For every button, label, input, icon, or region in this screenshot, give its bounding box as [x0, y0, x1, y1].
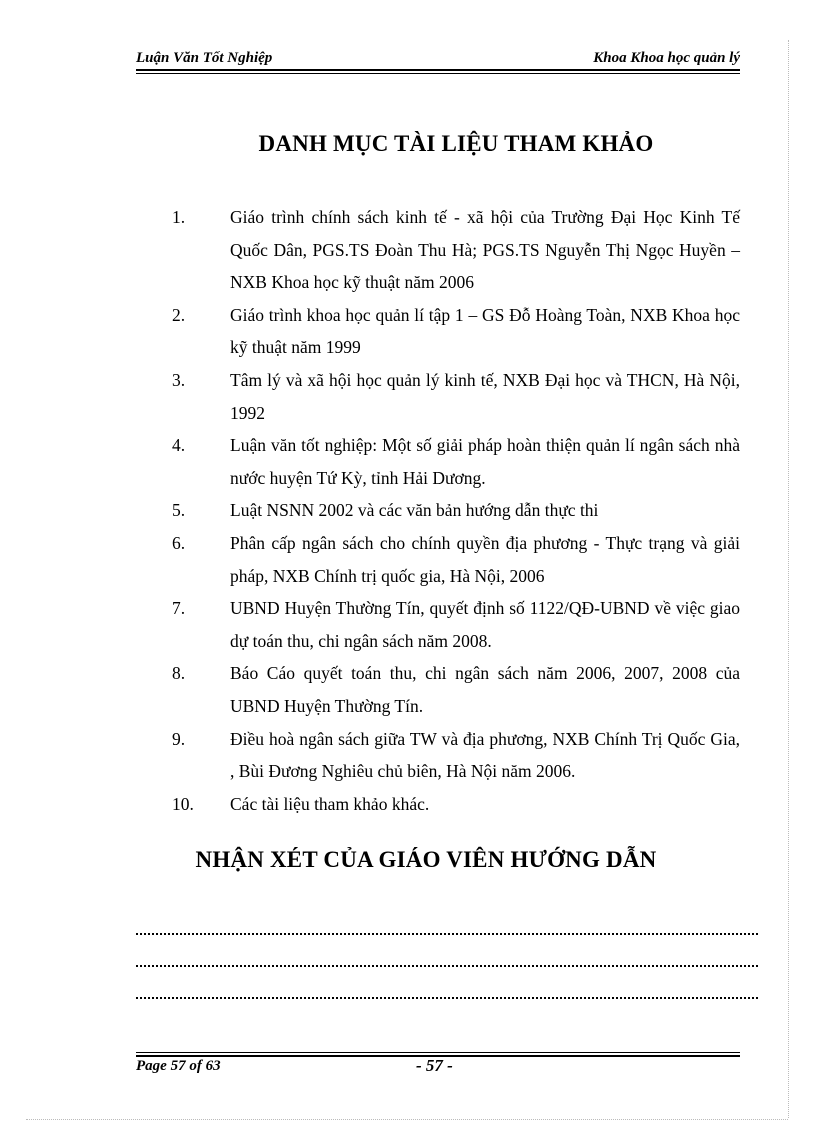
reference-number: 8. [172, 663, 186, 684]
reference-text: Giáo trình khoa học quản lí tập 1 – GS Đỗ Hoàng Toàn, NXB Khoa học kỹ thuật năm 1999 [230, 304, 740, 358]
reference-number: 4. [172, 435, 186, 456]
header-faculty-label: Khoa Khoa học quản lý [593, 50, 740, 66]
comment-line [136, 997, 758, 999]
reference-text: Điều hoà ngân sách giữa TW và địa phương, NXB Chính Trị Quốc Gia, , Bùi Đương Nghiêu chủ biên, Hà Nội năm 2006. [230, 728, 740, 782]
reference-text: Các tài liệu tham khảo khác. [230, 793, 430, 814]
page-border-right [788, 40, 792, 1118]
review-title: NHẬN XÉT CỦA GIÁO VIÊN HƯỚNG DẪN [195, 847, 657, 872]
header-divider-thin [136, 73, 740, 74]
list-item [172, 201, 740, 299]
footer-divider-thin [136, 1052, 740, 1053]
footer-page-number: - 57 - [416, 1056, 453, 1075]
reference-text: Giáo trình chính sách kinh tế - xã hội của Trường Đại Học Kinh Tế Quốc Dân, PGS.TS Đoàn Thu Hà; PGS.TS Nguyễn Thị Ngọc Huyền – NXB Khoa học kỹ thuật năm 2006 [230, 207, 740, 293]
reference-text: Tâm lý và xã hội học quản lý kinh tế, NXB Đại học và THCN, Hà Nội, 1992 [230, 369, 740, 423]
page-footer [136, 1052, 740, 1082]
list-item [172, 527, 740, 592]
reference-number: 9. [172, 728, 186, 749]
comment-line [136, 933, 758, 935]
page-border-bottom [26, 1119, 788, 1120]
list-item [172, 592, 740, 657]
reference-text: Luận văn tốt nghiệp: Một số giải pháp hoàn thiện quản lí ngân sách nhà nước huyện Tứ Kỳ, tỉnh Hải Dương. [230, 435, 740, 488]
reference-text: Báo Cáo quyết toán thu, chi ngân sách năm 2006, 2007, 2008 của UBND Huyện Thường Tín. [230, 663, 740, 716]
reference-text: Luật NSNN 2002 và các văn bản hướng dẫn thực thi [230, 500, 599, 521]
list-item [172, 494, 740, 527]
header-divider [136, 69, 740, 71]
reference-number: 1. [172, 207, 186, 227]
reference-number: 10. [172, 793, 194, 814]
header-thesis-label: Luận Văn Tốt Nghiệp [136, 50, 273, 66]
list-item [172, 723, 740, 788]
list-item [172, 299, 740, 364]
reference-number: 7. [172, 598, 186, 619]
list-item [172, 657, 740, 722]
comment-line [136, 965, 758, 967]
reference-list [172, 201, 740, 820]
references-title: DANH MỤC TÀI LIỆU THAM KHẢO [258, 131, 654, 156]
reference-text: UBND Huyện Thường Tín, quyết định số 1122/QĐ-UBND về việc giao dự toán thu, chi ngân sách năm 2008. [230, 598, 740, 651]
list-item [172, 429, 740, 494]
footer-page-label: Page 57 of 63 [136, 1058, 221, 1074]
page-header [136, 48, 740, 70]
list-item [172, 364, 740, 429]
reference-number: 3. [172, 369, 186, 390]
reference-number: 5. [172, 500, 186, 521]
reference-number: 6. [172, 532, 186, 553]
reference-text: Phân cấp ngân sách cho chính quyền địa phương - Thực trạng và giải pháp, NXB Chính trị quốc gia, Hà Nội, 2006 [230, 532, 740, 586]
reference-number: 2. [172, 304, 186, 325]
list-item [172, 788, 740, 821]
